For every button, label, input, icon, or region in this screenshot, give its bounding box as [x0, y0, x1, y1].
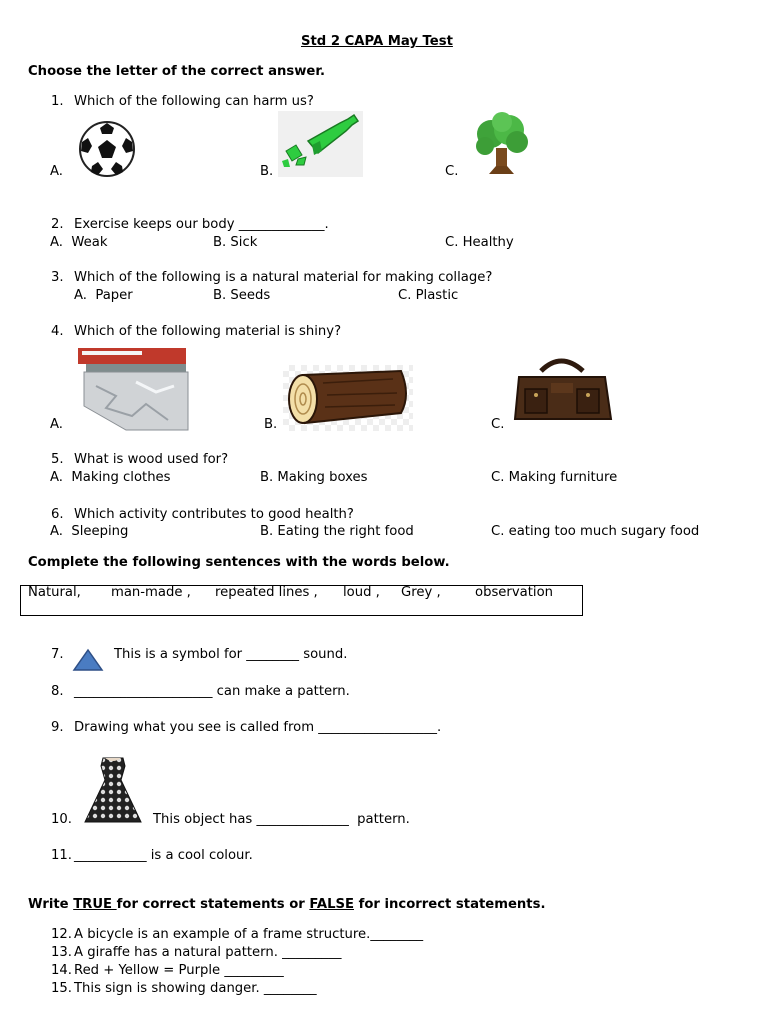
wooden-log-icon	[283, 365, 413, 431]
word-bank-item: man-made ,	[111, 585, 191, 600]
option-c: C. Making furniture	[491, 470, 618, 485]
aluminium-foil-icon	[76, 346, 192, 432]
question-text: Red + Yellow = Purple _________	[74, 963, 284, 978]
section-heading-true-false: Write TRUE for correct statements or FALSE for incorrect statements.	[28, 897, 546, 912]
tree-icon	[469, 112, 535, 176]
option-a: A. Making clothes	[50, 470, 171, 485]
option-a: A. Paper	[74, 288, 133, 303]
question-text: This is a symbol for ________ sound.	[114, 647, 348, 662]
page-title: Std 2 CAPA May Test	[301, 34, 453, 49]
question-number: 3.	[51, 270, 64, 285]
question-text: _____________________ can make a pattern.	[74, 684, 350, 699]
option-b: B. Sick	[213, 235, 258, 250]
option-b: B. Seeds	[213, 288, 271, 303]
question-text: Which of the following is a natural material for making collage?	[74, 270, 493, 285]
patterned-dress-icon	[75, 756, 151, 826]
option-label: B.	[264, 417, 278, 432]
question-text: Which of the following material is shiny?	[74, 324, 342, 339]
question-number: 12.	[51, 927, 72, 942]
question-number: 4.	[51, 324, 64, 339]
option-label: B.	[260, 164, 274, 179]
question-text: ___________ is a cool colour.	[74, 848, 253, 863]
question-text: A bicycle is an example of a frame structure.________	[74, 927, 424, 942]
option-label: A.	[50, 417, 63, 432]
question-number: 15.	[51, 981, 72, 996]
broken-bottle-icon	[278, 111, 363, 177]
option-label: C.	[445, 164, 459, 179]
question-number: 6.	[51, 507, 64, 522]
section-heading-multiple-choice: Choose the letter of the correct answer.	[28, 64, 325, 79]
question-number: 2.	[51, 217, 64, 232]
option-label: C.	[491, 417, 505, 432]
option-c: C. Plastic	[398, 288, 459, 303]
soccer-ball-icon	[76, 120, 138, 178]
question-text: Which activity contributes to good health?	[74, 507, 354, 522]
question-text: Exercise keeps our body _____________.	[74, 217, 329, 232]
option-b: B. Eating the right food	[260, 524, 414, 539]
question-text: What is wood used for?	[74, 452, 229, 467]
question-number: 13.	[51, 945, 72, 960]
question-number: 14.	[51, 963, 72, 978]
word-bank-item: Grey ,	[401, 585, 441, 600]
question-number: 8.	[51, 684, 64, 699]
question-text: Which of the following can harm us?	[74, 94, 314, 109]
option-c: C. Healthy	[445, 235, 514, 250]
leather-bag-icon	[511, 353, 614, 429]
option-b: B. Making boxes	[260, 470, 368, 485]
word-bank-item: Natural,	[28, 585, 81, 600]
option-a: A. Sleeping	[50, 524, 129, 539]
option-a: A. Weak	[50, 235, 108, 250]
question-text: This object has ______________ pattern.	[153, 812, 410, 827]
triangle-icon	[72, 648, 104, 672]
word-bank-item: observation	[475, 585, 553, 600]
word-bank-item: loud ,	[343, 585, 380, 600]
question-text: This sign is showing danger. ________	[74, 981, 317, 996]
question-number: 11.	[51, 848, 72, 863]
section-heading-fill-blanks: Complete the following sentences with the words below.	[28, 555, 450, 570]
question-number: 7.	[51, 647, 64, 662]
question-number: 5.	[51, 452, 64, 467]
question-number: 1.	[51, 94, 64, 109]
question-text: A giraffe has a natural pattern. _________	[74, 945, 342, 960]
question-number: 9.	[51, 720, 64, 735]
question-text: Drawing what you see is called from __________________.	[74, 720, 442, 735]
option-c: C. eating too much sugary food	[491, 524, 700, 539]
question-number: 10.	[51, 812, 72, 827]
option-label: A.	[50, 164, 63, 179]
word-bank-item: repeated lines ,	[215, 585, 318, 600]
